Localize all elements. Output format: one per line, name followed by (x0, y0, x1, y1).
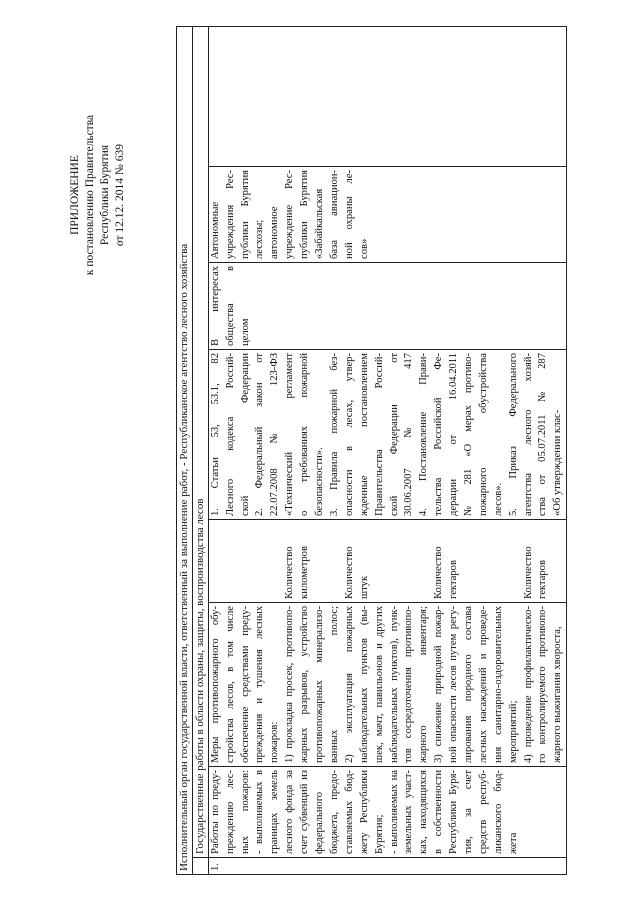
legal-basis-line: 2. Федеральный закон от (254, 353, 266, 516)
work-name-line: в собственности (433, 770, 445, 854)
unit-line: штук (358, 575, 370, 599)
work-content-line: 4) проведение профилактическо- (522, 606, 534, 763)
work-content-line: жарных разрывов, устройство (299, 606, 311, 763)
appendix-block (68, 45, 128, 345)
work-content-line: ной опасности лесов путем регу- (448, 606, 460, 763)
legal-basis-line: пожарного обустройства (477, 353, 489, 516)
empty-cell (208, 26, 566, 166)
work-name-line: границах земель (269, 770, 281, 854)
work-name-line: Республики Буря- (448, 770, 460, 854)
unit-line: гектаров (448, 560, 460, 599)
performers-line: «Забайкальская (314, 188, 326, 259)
work-name-line: жету Республики (358, 770, 370, 854)
consumers-line: В интересах (209, 266, 221, 346)
unit-spacer (239, 523, 254, 599)
work-name-line: ликанского бюд- (492, 770, 504, 854)
work-name-line: - выполняемых на (388, 770, 400, 854)
performers-line: база авиацион- (328, 170, 340, 259)
unit-spacer (507, 523, 522, 599)
work-content-cell (208, 603, 566, 767)
legal-basis-line: жденные постановлением (358, 353, 370, 516)
legal-basis-line: 3. Правила пожарной без- (328, 353, 340, 516)
unit-line: Количество (433, 546, 445, 599)
unit-spacer (253, 523, 268, 599)
unit-spacer (462, 523, 477, 599)
subheader-spacer (192, 858, 208, 875)
work-content-line: преждения и тушения лесных (254, 606, 266, 763)
work-name-cell (208, 767, 566, 858)
work-content-line: Меры противопожарного обу- (209, 606, 221, 763)
unit-spacer (313, 523, 328, 599)
work-name-line: счет субвенций из (299, 770, 311, 854)
unit-spacer (373, 523, 388, 599)
consumers-line: целом (239, 318, 251, 346)
unit-spacer (492, 523, 507, 599)
work-content-line: жарного инвентаря; (418, 606, 430, 763)
unit-cell (208, 520, 566, 603)
work-name-line: Работы по преду- (209, 770, 221, 854)
performers-line: Автономные (209, 201, 221, 259)
works-table (176, 26, 567, 875)
legal-basis-line: «Об утверждении клас- (552, 409, 564, 516)
unit-spacer (388, 523, 403, 599)
work-content-line: ванных полос; (328, 606, 340, 763)
work-content-line: шек, мачт, павильонов и других (373, 606, 385, 763)
work-content-line: лирования породного состава (462, 606, 474, 763)
appendix-title: ПРИЛОЖЕНИЕ (69, 155, 81, 235)
work-content-line: наблюдательных пунктов), пунк- (388, 606, 400, 763)
unit-spacer (224, 523, 239, 599)
legal-basis-line: ства от 05.07.2011 № 287 (537, 353, 549, 516)
work-content-line: тов сосредоточения противопо- (403, 606, 415, 763)
legal-basis-line: 22.07.2008 № 123-ФЗ (269, 353, 281, 516)
unit-spacer (402, 523, 417, 599)
legal-basis-line: Лесного кодекса Россий- (224, 353, 236, 516)
work-content-line: го контролируемого противопо- (537, 606, 549, 763)
work-name-line: федерального (314, 791, 326, 854)
work-content-line: лесных насаждений и проведе- (477, 606, 489, 763)
unit-line: Количество (284, 546, 296, 599)
performers-line: лесхозы; (254, 219, 266, 259)
table-subheader-row: Государственные работы в области охраны, защиты, воспроизводства лесов (192, 26, 208, 857)
performers-cell (208, 167, 566, 263)
unit-line: гектаров (537, 560, 549, 599)
appendix-line-1: к постановлению Правительства (84, 114, 96, 276)
legal-basis-line: дерации от 16.04.2011 (448, 353, 460, 516)
work-name-line: тия, за счет (462, 770, 474, 854)
legal-basis-cell (208, 350, 566, 520)
unit-line: Количество (522, 546, 534, 599)
unit-spacer (209, 523, 224, 599)
consumers-cell (208, 263, 566, 350)
work-name-line: ных пожаров: (239, 770, 251, 854)
work-content-line: обеспечение средствами преду- (239, 606, 251, 763)
work-name-line: лесного фонда за (284, 770, 296, 854)
work-name-line: - выполняемых в (254, 770, 266, 854)
work-content-line: ния санитарно-оздоровительных (492, 606, 504, 763)
legal-basis-line: агентства лесного хозяй- (522, 353, 534, 516)
work-content-line: 1) прокладка просек, противопо- (284, 606, 296, 763)
work-name-line: преждению лес- (224, 770, 236, 854)
work-content-line: пожаров: (269, 721, 281, 763)
appendix-line-2: Республики Бурятия (99, 144, 111, 246)
performers-line: ной охраны ле- (343, 170, 355, 259)
legal-basis-line: опасности в лесах, утвер- (343, 353, 355, 516)
performers-line: автономное (269, 206, 281, 259)
legal-basis-line: ской Федерации от (388, 353, 400, 516)
performers-line: сов» (358, 238, 370, 259)
unit-spacer (268, 523, 283, 599)
legal-basis-line: «Технический регламент (284, 353, 296, 516)
legal-basis-line: № 281 «О мерах противо- (462, 353, 474, 516)
unit-spacer (477, 523, 492, 599)
legal-basis-line: 1. Статьи 53, 53.1, 82 (209, 353, 221, 516)
legal-basis-line: Правительства Россий- (373, 353, 385, 516)
work-name-line: Бурятия; (373, 814, 385, 854)
appendix-line-3: от 12.12. 2014 № 639 (114, 143, 126, 247)
work-name-line: жета (507, 832, 519, 854)
work-name-line: ставляемых бюд- (343, 770, 355, 854)
consumers-line: общества в (224, 266, 236, 346)
work-content-line: 2) эксплуатация пожарных (343, 606, 355, 763)
unit-line: Количество (343, 546, 355, 599)
performers-line: учреждения Рес- (224, 170, 236, 259)
table-header-row: Исполнительный орган государственной власти, ответственный за выполнение работ, - Республиканское агентство лесного хозяйства (177, 26, 193, 874)
performers-line: публики Бурятия (239, 170, 251, 259)
work-name-line: средств респуб- (477, 770, 489, 854)
unit-spacer (328, 523, 343, 599)
legal-basis-line: ской Федерации (239, 353, 251, 516)
performers-line: публики Бурятия (299, 170, 311, 259)
work-content-line: 3) снижение природной пожар- (433, 606, 445, 763)
unit-line: километров (299, 546, 311, 599)
table-row (208, 26, 566, 874)
work-content-line: наблюдательных пунктов (вы- (358, 606, 370, 763)
unit-spacer (417, 523, 432, 599)
work-content-line: стройства лесов, в том числе (224, 606, 236, 763)
performers-line: учреждение Рес- (284, 170, 296, 259)
work-content-line: жарного выжигания хвороста, (552, 626, 564, 763)
legal-basis-line: тельства Российской Фе- (433, 353, 445, 516)
work-name-line: земельных участ- (403, 770, 415, 854)
work-name-line: ках, находящихся (418, 770, 430, 854)
row-number: 1. (208, 858, 566, 875)
legal-basis-line: безопасности». (314, 447, 326, 516)
legal-basis-line: 5. Приказ Федерального (507, 353, 519, 516)
legal-basis-line: лесов». (492, 482, 504, 516)
work-name-line: бюджета, предо- (328, 770, 340, 854)
work-content-line: мероприятий; (507, 700, 519, 763)
legal-basis-line: 4. Постановление Прави- (418, 353, 430, 516)
legal-basis-line: 30.06.2007 № 417 (403, 353, 415, 516)
legal-basis-line: о требованиях пожарной (299, 353, 311, 516)
work-content-line: противопожарных минерализо- (314, 606, 326, 763)
